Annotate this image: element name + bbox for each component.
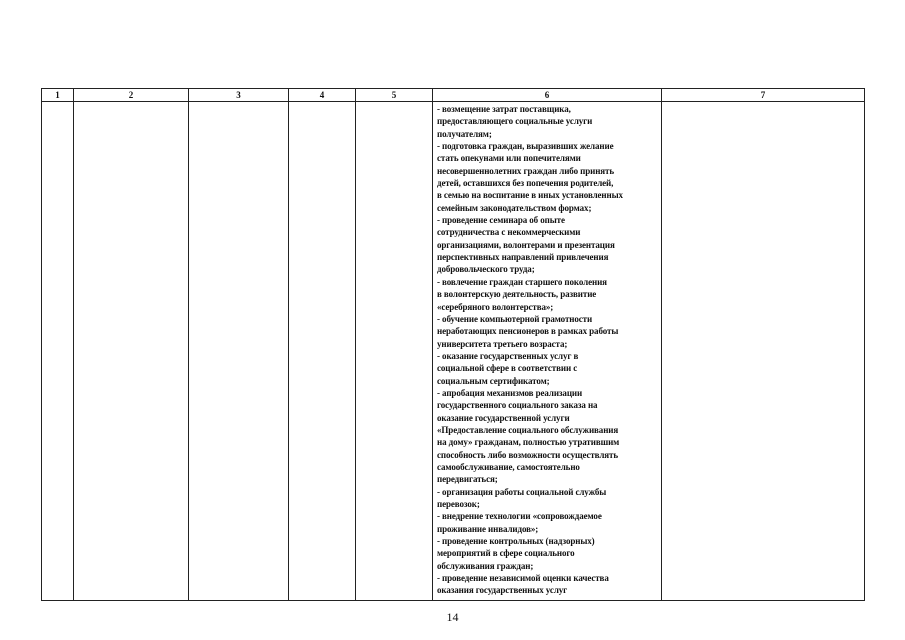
measure-text-line: перевозок; bbox=[437, 499, 480, 509]
measure-text-line: - внедрение технологии «сопровождаемое bbox=[437, 511, 602, 522]
column-header-4: 4 bbox=[289, 89, 356, 102]
measure-text-line: в волонтерскую деятельность, развитие bbox=[437, 289, 597, 300]
plan-table bbox=[41, 88, 865, 601]
measure-text-line: оказание государственной услуги bbox=[437, 412, 570, 423]
measure-text-line: на дому» гражданам, полностью утратившим bbox=[437, 437, 620, 448]
measure-text-line: - обучение компьютерной грамотности bbox=[437, 313, 593, 324]
measure-text-line: - возмещение затрат поставщика, bbox=[437, 104, 571, 114]
measure-text-line: добровольческого труда; bbox=[437, 264, 535, 275]
measure-text-line: проживание инвалидов»; bbox=[437, 523, 539, 534]
measure-text-line: сотрудничества с некоммерческими bbox=[437, 227, 581, 238]
measures-list bbox=[433, 102, 661, 597]
measure-text-line: «серебряного волонтерства»; bbox=[437, 301, 554, 312]
table-row bbox=[42, 102, 865, 601]
measure-text-line: неработающих пенсионеров в рамках работы bbox=[437, 326, 619, 337]
cell-col-1 bbox=[42, 102, 74, 601]
measure-text-line: - подготовка граждан, выразивших желание bbox=[437, 141, 614, 152]
cell-col-6 bbox=[433, 102, 662, 601]
measure-text-line: - проведение контрольных (надзорных) bbox=[437, 536, 595, 547]
measure-text-line: самообслуживание, самостоятельно bbox=[437, 461, 580, 472]
column-header-7: 7 bbox=[662, 89, 865, 102]
measure-text-line: передвигаться; bbox=[437, 474, 498, 485]
column-number-row bbox=[42, 89, 865, 102]
column-header-2: 2 bbox=[74, 89, 189, 102]
measure-text-line: университета третьего возраста; bbox=[437, 338, 568, 349]
measure-text-line: в семью на воспитание в иных установленных bbox=[437, 190, 623, 201]
measure-text-line: - вовлечение граждан старшего поколения bbox=[437, 276, 607, 287]
column-header-6: 6 bbox=[433, 89, 662, 102]
cell-col-7 bbox=[662, 102, 865, 601]
measure-text-line: предоставляющего социальные услуги bbox=[437, 116, 593, 127]
cell-col-4 bbox=[289, 102, 356, 601]
cell-col-2 bbox=[74, 102, 189, 601]
measure-text-line: способность либо возможности осуществлять bbox=[437, 449, 619, 460]
measure-text-line: - организация работы социальной службы bbox=[437, 486, 607, 497]
measure-text-line: обслуживания граждан; bbox=[437, 560, 534, 571]
measure-text-line: организациями, волонтерами и презентация bbox=[437, 239, 615, 250]
measure-text-line: государственного социального заказа на bbox=[437, 400, 598, 411]
measure-text-line: мероприятий в сфере социального bbox=[437, 548, 575, 559]
measure-text-line: «Предоставление социального обслуживания bbox=[437, 424, 619, 435]
cell-col-5 bbox=[356, 102, 433, 601]
measure-text-line: социальным сертификатом; bbox=[437, 375, 550, 386]
measure-text-line: семейным законодательством формах; bbox=[437, 202, 592, 213]
page-number: 14 bbox=[446, 610, 459, 624]
measure-text-line: оказания государственных услуг bbox=[437, 585, 568, 596]
measure-text-line: несовершеннолетних граждан либо принять bbox=[437, 165, 615, 176]
measure-text-line: перспективных направлений привлечения bbox=[437, 252, 609, 263]
measure-text-line: получателям; bbox=[437, 128, 492, 139]
column-header-5: 5 bbox=[356, 89, 433, 102]
measure-text-line: - оказание государственных услуг в bbox=[437, 350, 579, 361]
column-header-3: 3 bbox=[189, 89, 289, 102]
measure-text-line: социальной сфере в соответствии с bbox=[437, 363, 578, 374]
measure-text-line: детей, оставшихся без попечения родителей, bbox=[437, 178, 614, 189]
measure-text-line: - проведение независимой оценки качества bbox=[437, 573, 609, 584]
cell-col-3 bbox=[189, 102, 289, 601]
measure-text-line: - апробация механизмов реализации bbox=[437, 387, 583, 398]
measure-text-line: - проведение семинара об опыте bbox=[437, 215, 565, 226]
column-header-1: 1 bbox=[42, 89, 74, 102]
measure-text-line: стать опекунами или попечителями bbox=[437, 153, 581, 164]
